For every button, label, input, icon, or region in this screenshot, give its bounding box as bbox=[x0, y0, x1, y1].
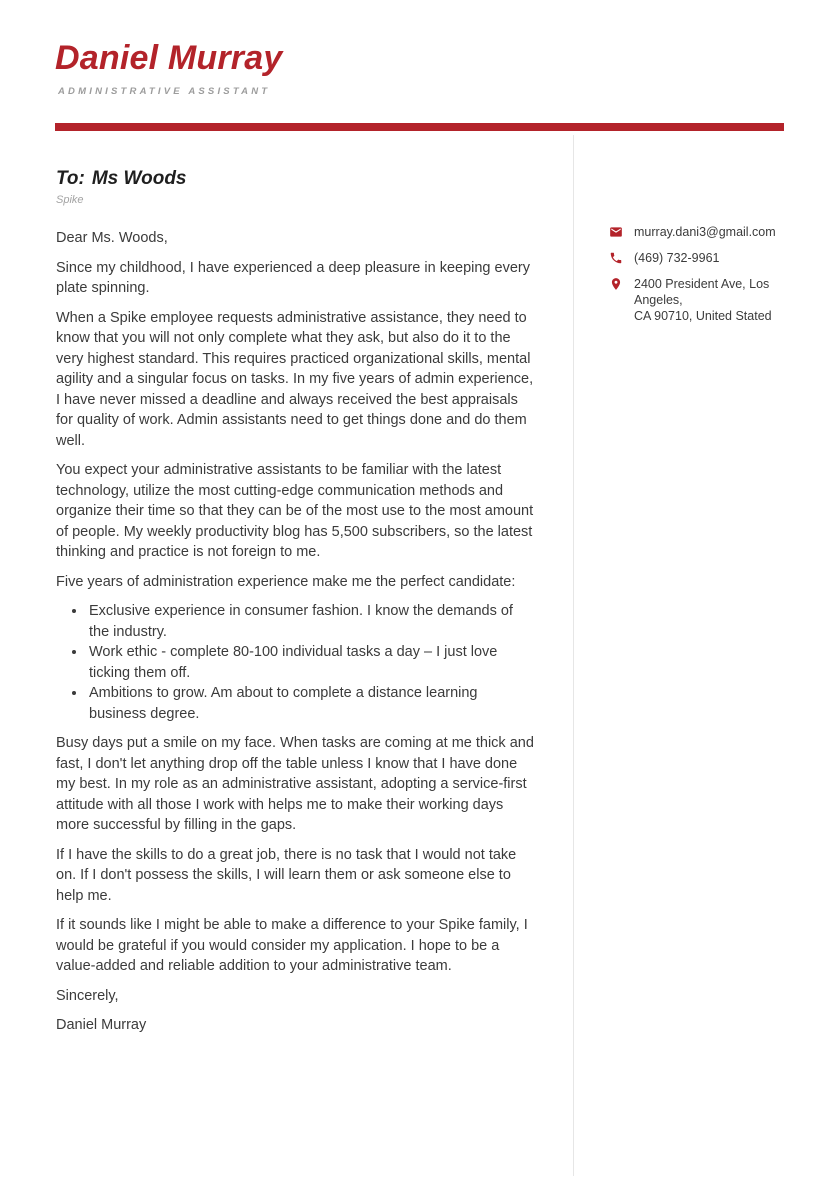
signature: Daniel Murray bbox=[56, 1017, 147, 1033]
contact-sidebar bbox=[609, 224, 794, 334]
column-divider bbox=[573, 135, 574, 1176]
email-value: murray.dani3@gmail.com bbox=[634, 225, 776, 239]
address-value bbox=[634, 276, 794, 324]
letter-body bbox=[56, 228, 534, 1036]
email-icon bbox=[609, 225, 623, 239]
paragraph: Busy days put a smile on my face. When tasks are coming at me thick and fast, I don't let anything drop off the table unless I know that I have done my best. In my role as an administrative assistant, adopting a service-first attitude with all those I work with helps me to make their working days more successful by filling in the gaps. bbox=[56, 735, 534, 833]
recipient-heading bbox=[56, 167, 534, 190]
recipient-company: Spike bbox=[56, 194, 84, 206]
paragraph: If it sounds like I might be able to make a difference to your Spike family, I would be grateful if you would consider my application. I hope to be a value-added and reliable addition to your administrative team. bbox=[56, 917, 528, 974]
paragraph: Since my childhood, I have experienced a deep pleasure in keeping every plate spinning. bbox=[56, 259, 530, 296]
paragraph: When a Spike employee requests administrative assistance, they need to know that you will not only complete what they ask, but also do it to the very highest standard. This requires practiced organizational skills, mental agility and a singular focus on tasks. In my five years of admin experience, I have never missed a deadline and always received the best appraisals for quality of work. Admin assistants need to get things done and do them well. bbox=[56, 309, 534, 449]
list-item: • Ambitions to grow. Am about to complete a distance learning business degree. bbox=[87, 683, 534, 724]
letter-column bbox=[56, 167, 534, 1045]
list-item: • Work ethic - complete 80-100 individual tasks a day – I just love ticking them off. bbox=[87, 642, 534, 683]
closing: Sincerely, bbox=[56, 987, 119, 1004]
paragraph: Five years of administration experience make me the perfect candidate: bbox=[56, 573, 516, 590]
accent-bar bbox=[55, 123, 784, 131]
location-icon bbox=[609, 277, 623, 291]
contact-address-row bbox=[609, 276, 794, 324]
contact-email-row bbox=[609, 224, 794, 240]
phone-icon bbox=[609, 251, 623, 265]
phone-value: (469) 732-9961 bbox=[634, 251, 720, 265]
recipient-name: Ms Woods bbox=[91, 168, 187, 189]
salutation: Dear Ms. Woods, bbox=[56, 230, 168, 246]
list-item: • Exclusive experience in consumer fashion. I know the demands of the industry. bbox=[87, 601, 534, 642]
address-line2: CA 90710, United Stated bbox=[634, 309, 772, 323]
paragraph: If I have the skills to do a great job, there is no task that I would not take on. If I don't possess the skills, I will learn them or ask someone else to help me. bbox=[56, 846, 517, 904]
qualification-list bbox=[56, 601, 534, 724]
paragraph: You expect your administrative assistants to be familiar with the latest technology, utilize the most cutting-edge communication methods and organize their time so that they can be of the most use to the most amount of people. My weekly productivity blog has 5,500 subscribers, so the latest thinking and practice is not foreign to me. bbox=[56, 462, 534, 560]
contact-phone-row bbox=[609, 250, 794, 266]
address-line1: 2400 President Ave, Los Angeles, bbox=[634, 277, 770, 307]
recipient-to-label: To: bbox=[56, 168, 85, 189]
page-title: Daniel Murray bbox=[55, 39, 283, 77]
job-title: ADMINISTRATIVE ASSISTANT bbox=[58, 86, 271, 97]
